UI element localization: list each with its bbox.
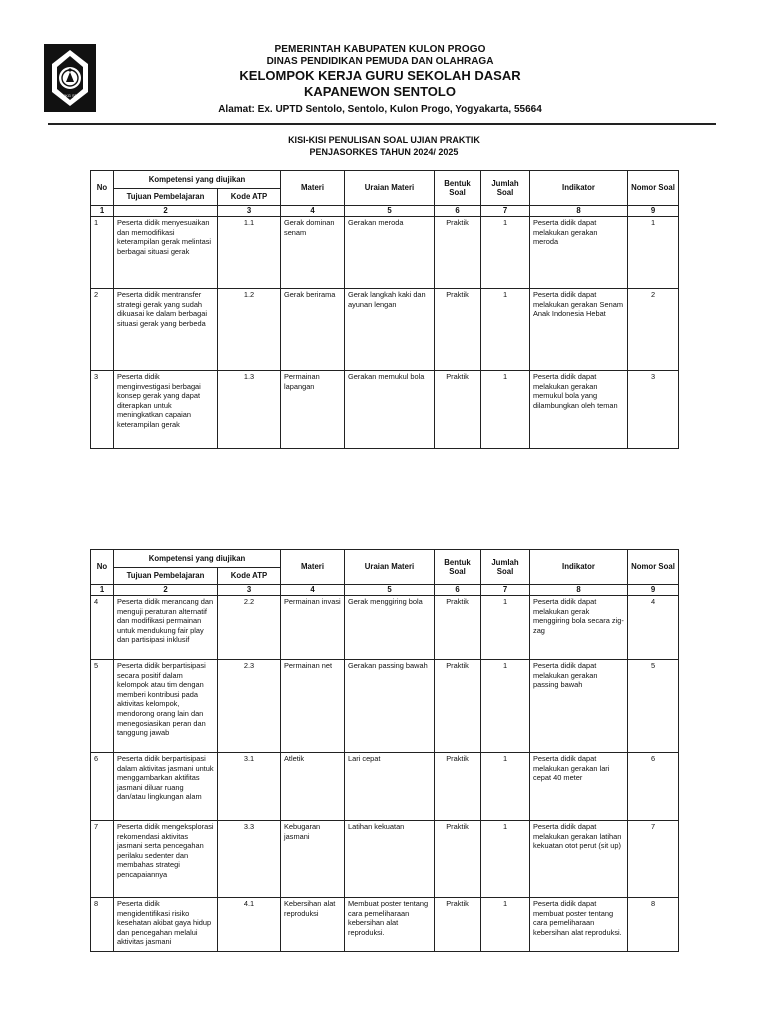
header-jumlah: Jumlah Soal [481,550,530,585]
title-line-1: KISI-KISI PENULISAN SOAL UJIAN PRAKTIK [288,135,480,145]
header-kompetensi: Kompetensi yang diujikan [114,550,281,568]
kisi-kisi-table-1 [90,170,679,449]
header-tujuan: Tujuan Pembelajaran [114,189,218,206]
table-row: 5 Peserta didik berpartisipasi secara positif dalam kelompok atau tim dengan memberi kontribusi pada aktivitas kelompok, mendorong orang lain dan menegosiasikan peran dan tanggung jawab 2.3 Permainan net Gerakan passing bawah Praktik 1 Peserta didik dapat melakukan gerakan passing bawah 5 [91,660,679,753]
header-tujuan: Tujuan Pembelajaran [114,568,218,585]
letterhead-line-1: PEMERINTAH KABUPATEN KULON PROGO [274,44,486,55]
header-materi: Materi [281,550,345,585]
header-kode: Kode ATP [218,568,281,585]
header-uraian: Uraian Materi [345,171,435,206]
table-row: 1 Peserta didik menyesuaikan dan memodifikasi keterampilan gerak melintasi berbagai situasi gerak 1.1 Gerak dominan senam Gerakan meroda Praktik 1 Peserta didik dapat melakukan gerakan meroda 1 [91,217,679,289]
table-row: 4 Peserta didik merancang dan menguji peraturan alternatif dan modifikasi permainan untuk mendukung fair play dan partisipasi inklusif 2.2 Permainan invasi Gerak menggiring bola Praktik 1 Peserta didik dapat melakukan gerak menggiring bola secara zig-zag 4 [91,596,679,660]
letterhead-line-2: DINAS PENDIDIKAN PEMUDA DAN OLAHRAGA [266,56,494,67]
header-bentuk: Bentuk Soal [435,171,481,206]
svg-text:KKG SD: KKG SD [62,93,78,98]
letterhead-line-4: KAPANEWON SENTOLO [304,84,456,99]
table-row: 6 Peserta didik berpartisipasi dalam aktivitas jasmani untuk menggambarkan aktifitas jasmani diluar ruang dan/atau lingkungan alam 3.1 Atletik Lari cepat Praktik 1 Peserta didik dapat melakukan gerakan lari cepat 40 meter 6 [91,753,679,821]
letterhead-line-3: KELOMPOK KERJA GURU SEKOLAH DASAR [239,68,521,83]
header-nomor: Nomor Soal [628,550,679,585]
header-indikator: Indikator [530,550,628,585]
letterhead-address: Alamat: Ex. UPTD Sentolo, Sentolo, Kulon Progo, Yogyakarta, 55664 [218,104,542,115]
emblem-icon [44,44,96,112]
header-uraian: Uraian Materi [345,550,435,585]
table-row: 7 Peserta didik mengeksplorasi rekomendasi aktivitas jasmani serta pencegahan perilaku sedenter dan membahas strategi pencapaiannya 3.3 Kebugaran jasmani Latihan kekuatan Praktik 1 Peserta didik dapat melakukan gerakan latihan kekuatan otot perut (sit up) 7 [91,821,679,898]
column-number-row: 1 2 3 4 5 6 7 8 9 [91,206,679,217]
header-indikator: Indikator [530,171,628,206]
header-kompetensi: Kompetensi yang diujikan [114,171,281,189]
header-nomor: Nomor Soal [628,171,679,206]
header-bentuk: Bentuk Soal [435,550,481,585]
letterhead-divider [48,123,716,125]
header-no: No [91,171,114,206]
table-row: 3 Peserta didik menginvestigasi berbagai konsep gerak yang dapat diterapkan untuk meningkatkan capaian keterampilan gerak 1.3 Permainan lapangan Gerakan memukul bola Praktik 1 Peserta didik dapat melakukan gerakan memukul bola yang dilambungkan oleh teman 3 [91,371,679,449]
letterhead [0,0,768,130]
header-no: No [91,550,114,585]
document-title [0,134,768,158]
header-kode: Kode ATP [218,189,281,206]
header-materi: Materi [281,171,345,206]
header-jumlah: Jumlah Soal [481,171,530,206]
kisi-kisi-table-2 [90,549,679,952]
title-line-2: PENJASORKES TAHUN 2024/ 2025 [309,147,459,157]
table-row: 8 Peserta didik mengidentifikasi risiko kesehatan akibat gaya hidup dan pencegahan melalui aktivitas jasmani 4.1 Kebersihan alat reproduksi Membuat poster tentang cara pemeliharaan kebersihan alat reproduksi. Praktik 1 Peserta didik dapat membuat poster tentang cara pemeliharaan kebersihan alat reproduksi. 8 [91,898,679,952]
table-row: 2 Peserta didik mentransfer strategi gerak yang sudah dikuasai ke dalam berbagai situasi gerak yang berbeda 1.2 Gerak berirama Gerak langkah kaki dan ayunan lengan Praktik 1 Peserta didik dapat melakukan gerakan Senam Anak Indonesia Hebat 2 [91,289,679,371]
column-number-row: 1 2 3 4 5 6 7 8 9 [91,585,679,596]
